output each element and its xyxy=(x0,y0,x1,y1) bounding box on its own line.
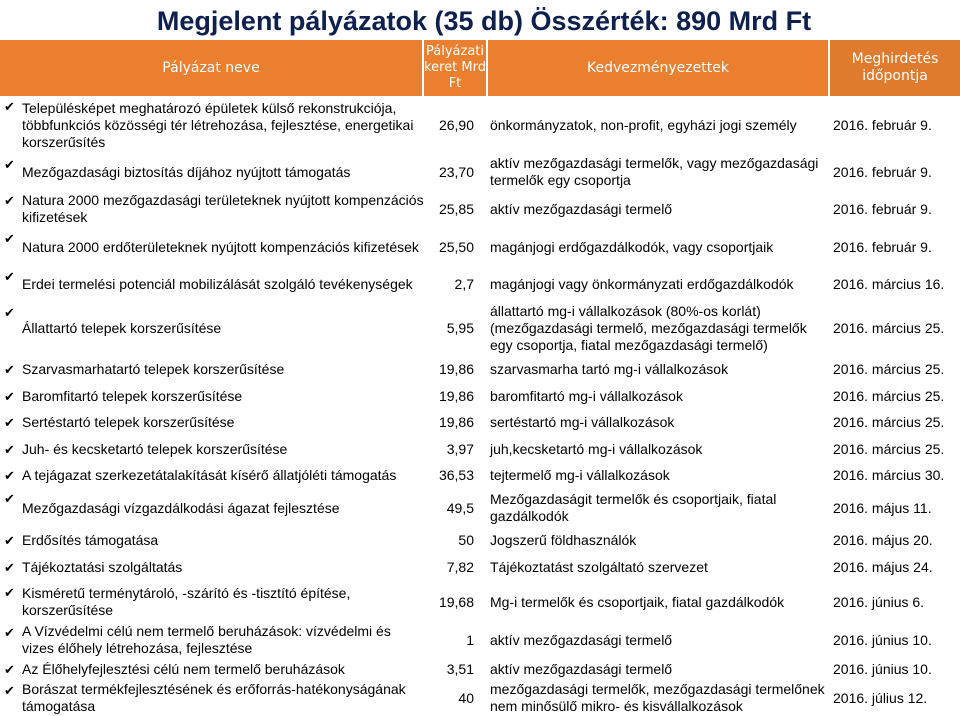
row-amount: 3,97 xyxy=(446,440,474,457)
header-date: Meghirdetés időpontja xyxy=(830,40,960,96)
row-beneficiaries-text: aktív mezőgazdasági termelők, vagy mezőgazdasági termelők egy csoportja xyxy=(490,155,819,188)
row-beneficiaries xyxy=(490,266,830,302)
row-date: 2016. március 25. xyxy=(833,387,945,404)
checkmark-icon: ✔ xyxy=(4,231,15,246)
row-name xyxy=(4,680,424,716)
row-name xyxy=(4,154,424,190)
page-title: Megjelent pályázatok (35 db) Összérték: 890 Mrd Ft xyxy=(156,6,812,36)
row-name xyxy=(4,228,424,266)
row-amount: 19,68 xyxy=(438,593,474,610)
row-beneficiaries xyxy=(490,528,830,552)
table-row xyxy=(0,354,960,384)
checkmark-icon: ✔ xyxy=(4,414,15,430)
row-beneficiaries xyxy=(490,154,830,190)
checkmark-icon: ✔ xyxy=(4,99,15,114)
row-beneficiaries-text: Mg-i termelők és csoportjaik, fiatal gazdálkodók xyxy=(490,593,785,610)
row-amount: 26,90 xyxy=(438,116,474,133)
row-beneficiaries-text: tejtermelő mg-i vállalkozások xyxy=(490,466,670,483)
checkmark-icon: ✔ xyxy=(4,683,15,698)
row-beneficiaries xyxy=(490,680,830,716)
row-name-text: Az Élőhelyfejlesztési célú nem termelő beruházások xyxy=(22,660,345,677)
row-amount: 50 xyxy=(458,531,474,548)
row-name xyxy=(4,436,424,462)
table-row xyxy=(0,154,960,190)
row-name-text: Tájékoztatási szolgáltatás xyxy=(22,558,183,575)
checkmark-icon: ✔ xyxy=(4,625,15,640)
row-name xyxy=(4,658,424,680)
row-name-text: A Vízvédelmi célú nem termelő beruházások: vízvédelmi és vizes élőhely létrehozása, fejlesztése xyxy=(22,623,391,656)
row-date: 2016. március 16. xyxy=(833,275,945,292)
row-name-text: A tejágazat szerkezetátalakítását kísérő állatjóléti támogatás xyxy=(22,466,397,483)
table-row xyxy=(0,462,960,488)
row-amount: 5,95 xyxy=(446,319,474,336)
row-name-text: Mezőgazdasági biztosítás díjához nyújtott támogatás xyxy=(22,163,351,180)
row-name xyxy=(4,582,424,622)
row-name xyxy=(4,622,424,658)
row-amount: 3,51 xyxy=(446,660,474,677)
row-beneficiaries xyxy=(490,354,830,384)
row-date: 2016. június 10. xyxy=(833,631,932,648)
row-beneficiaries-text: Tájékoztatást szolgáltató szervezet xyxy=(490,558,708,575)
row-beneficiaries-text: magánjogi erdőgazdálkodók, vagy csoportjaik xyxy=(490,238,774,255)
checkmark-icon: ✔ xyxy=(4,193,15,208)
row-beneficiaries-text: aktív mezőgazdasági termelő xyxy=(490,631,673,648)
row-amount: 25,50 xyxy=(438,238,474,255)
row-name-text: Erdősítés támogatása xyxy=(22,531,159,548)
table-row xyxy=(0,384,960,408)
row-amount: 19,86 xyxy=(438,360,474,377)
checkmark-icon: ✔ xyxy=(4,532,15,548)
row-beneficiaries xyxy=(490,436,830,462)
row-name-text: Juh- és kecsketartó telepek korszerűsítése xyxy=(22,440,288,457)
row-date: 2016. május 24. xyxy=(833,558,933,575)
table-row xyxy=(0,680,960,716)
row-name xyxy=(4,488,424,528)
row-name-text: Borászat termékfejlesztésének és erőforrás-hatékonyságának támogatása xyxy=(22,681,406,714)
table-header xyxy=(0,40,960,96)
row-amount: 23,70 xyxy=(438,163,474,180)
checkmark-icon: ✔ xyxy=(4,585,15,600)
row-beneficiaries xyxy=(490,658,830,680)
table-row xyxy=(0,96,960,154)
row-name xyxy=(4,528,424,552)
row-name xyxy=(4,96,424,154)
row-amount: 49,5 xyxy=(446,499,474,516)
row-beneficiaries-text: aktív mezőgazdasági termelő xyxy=(490,200,673,217)
row-amount: 19,86 xyxy=(438,387,474,404)
row-date: 2016. február 9. xyxy=(833,163,932,180)
row-amount: 1 xyxy=(466,631,474,648)
row-beneficiaries xyxy=(490,96,830,154)
row-beneficiaries-text: magánjogi vagy önkormányzati erdőgazdálkodók xyxy=(490,275,794,292)
table-row xyxy=(0,552,960,582)
header-beneficiaries: Kedvezményezettek xyxy=(488,40,828,96)
row-name-text: Szarvasmarhatartó telepek korszerűsítése xyxy=(22,360,285,377)
checkmark-icon: ✔ xyxy=(4,388,15,404)
row-beneficiaries-text: aktív mezőgazdasági termelő xyxy=(490,660,673,677)
row-beneficiaries xyxy=(490,552,830,582)
header-name: Pályázat neve xyxy=(0,40,422,96)
row-date: 2016. március 25. xyxy=(833,360,945,377)
table-row xyxy=(0,582,960,622)
table-row xyxy=(0,302,960,354)
row-name-text: Állattartó telepek korszerűsítése xyxy=(22,319,222,336)
row-beneficiaries-text: önkormányzatok, non-profit, egyházi jogi személy xyxy=(490,116,797,133)
row-beneficiaries-text: Jogszerű földhasználók xyxy=(490,531,637,548)
row-name-text: Baromfitartó telepek korszerűsítése xyxy=(22,387,243,404)
table-row xyxy=(0,488,960,528)
checkmark-icon: ✔ xyxy=(4,269,15,284)
row-beneficiaries xyxy=(490,582,830,622)
row-date: 2016. március 30. xyxy=(833,466,945,483)
row-date: 2016. március 25. xyxy=(833,440,945,457)
checkmark-icon: ✔ xyxy=(4,305,15,320)
row-name-text: Kisméretű terménytároló, -szárító és -tisztító építése, korszerűsítése xyxy=(22,585,351,618)
row-date: 2016. május 11. xyxy=(833,499,932,516)
row-date: 2016. május 20. xyxy=(833,531,933,548)
row-name xyxy=(4,552,424,582)
header-amount: Pályázati keret Mrd Ft xyxy=(424,40,486,96)
table-row xyxy=(0,436,960,462)
table-row xyxy=(0,266,960,302)
checkmark-icon: ✔ xyxy=(4,661,15,677)
row-beneficiaries xyxy=(490,228,830,266)
row-name-text: Natura 2000 erdőterületeknek nyújtott kompenzációs kifizetések xyxy=(22,238,419,255)
row-date: 2016. február 9. xyxy=(833,200,932,217)
row-beneficiaries xyxy=(490,190,830,228)
row-beneficiaries-text: juh,kecsketartó mg-i vállalkozások xyxy=(490,440,703,457)
row-beneficiaries xyxy=(490,384,830,408)
row-amount: 7,82 xyxy=(446,558,474,575)
row-name-text: Sertéstartó telepek korszerűsítése xyxy=(22,413,235,430)
checkmark-icon: ✔ xyxy=(4,559,15,575)
checkmark-icon: ✔ xyxy=(4,361,15,377)
row-date: 2016. február 9. xyxy=(833,238,932,255)
table-row xyxy=(0,658,960,680)
row-beneficiaries xyxy=(490,488,830,528)
table-row xyxy=(0,528,960,552)
row-beneficiaries-text: Mezőgazdaságit termelők és csoportjaik, fiatal gazdálkodók xyxy=(490,491,777,524)
row-date: 2016. március 25. xyxy=(833,413,945,430)
row-name xyxy=(4,190,424,228)
row-name-text: Mezőgazdasági vízgazdálkodási ágazat fejlesztése xyxy=(22,499,340,516)
row-beneficiaries-text: baromfitartó mg-i vállalkozások xyxy=(490,387,683,404)
row-date: 2016. június 10. xyxy=(833,660,932,677)
row-name-text: Natura 2000 mezőgazdasági területeknek nyújtott kompenzációs kifizetések xyxy=(22,192,424,225)
row-amount: 2,7 xyxy=(454,275,474,292)
table-row xyxy=(0,408,960,436)
row-beneficiaries xyxy=(490,302,830,354)
row-name xyxy=(4,462,424,488)
row-beneficiaries-text: sertéstartó mg-i vállalkozások xyxy=(490,413,675,430)
row-name xyxy=(4,354,424,384)
row-name xyxy=(4,302,424,354)
row-name xyxy=(4,408,424,436)
row-beneficiaries xyxy=(490,408,830,436)
row-beneficiaries-text: állattartó mg-i vállalkozások (80%-os korlát) (mezőgazdasági termelő, mezőgazdasági termelők egy csoportja, fiatal mezőgazdasági termelő) xyxy=(490,302,807,353)
table-row xyxy=(0,622,960,658)
row-name xyxy=(4,384,424,408)
row-name-text: Településképet meghatározó épületek külső rekonstrukciója, többfunkciós közösségi tér létrehozása, fejlesztése, energetikai korszerűsítés xyxy=(22,99,414,150)
row-name-text: Erdei termelési potenciál mobilizálását szolgáló tevékenységek xyxy=(22,275,413,292)
row-beneficiaries xyxy=(490,622,830,658)
table-row xyxy=(0,190,960,228)
row-amount: 19,86 xyxy=(438,413,474,430)
row-date: 2016. március 25. xyxy=(833,319,945,336)
checkmark-icon: ✔ xyxy=(4,467,15,483)
row-date: 2016. július 12. xyxy=(833,689,928,706)
checkmark-icon: ✔ xyxy=(4,491,15,506)
row-date: 2016. február 9. xyxy=(833,116,932,133)
checkmark-icon: ✔ xyxy=(4,441,15,457)
row-date: 2016. június 6. xyxy=(833,593,925,610)
row-beneficiaries-text: mezőgazdasági termelők, mezőgazdasági termelőnek nem minősülő mikro- és kisvállalkozások xyxy=(490,681,825,714)
checkmark-icon: ✔ xyxy=(4,157,15,172)
table-row xyxy=(0,228,960,266)
row-beneficiaries-text: szarvasmarha tartó mg-i vállalkozások xyxy=(490,360,729,377)
row-name xyxy=(4,266,424,302)
row-amount: 36,53 xyxy=(438,466,474,483)
row-amount: 40 xyxy=(458,689,474,706)
row-amount: 25,85 xyxy=(438,200,474,217)
row-beneficiaries xyxy=(490,462,830,488)
